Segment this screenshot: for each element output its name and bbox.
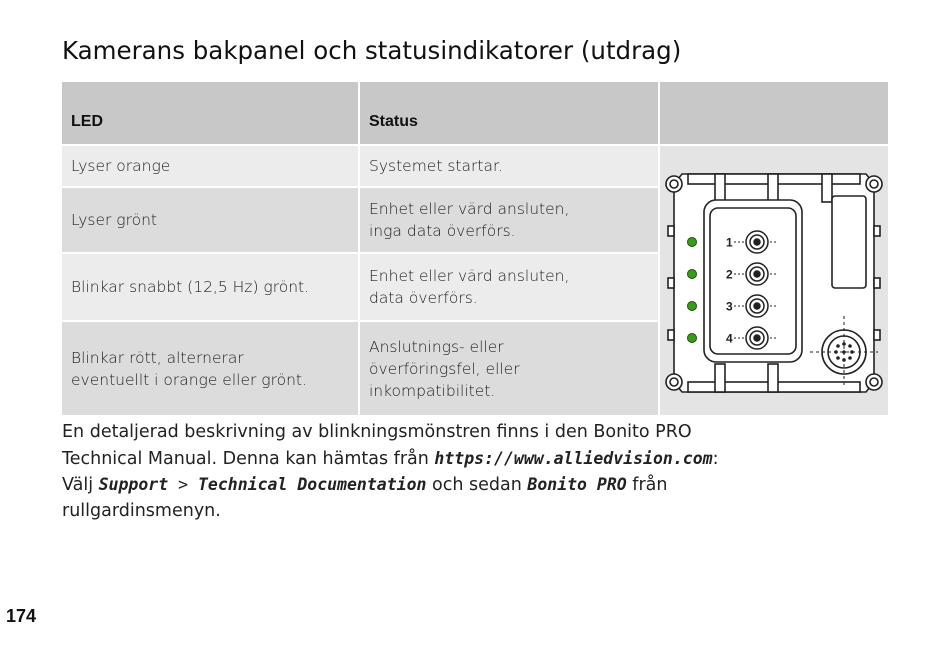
bnc-port-4-ring-2 (754, 335, 760, 341)
header-status-label: Status (369, 113, 418, 130)
camera-back-panel-diagram (660, 146, 888, 415)
table-cell-status (360, 254, 658, 320)
table-cell-led (62, 254, 358, 320)
led-text: Blinkar snabbt (12,5 Hz) grönt. (71, 278, 310, 296)
table-cell-status (360, 188, 658, 252)
header-led (62, 82, 358, 144)
bnc-port-2-ring-2 (754, 271, 760, 277)
bnc-port-3-ring-2 (754, 303, 760, 309)
menu-separator: > (168, 475, 198, 494)
camera-back-panel-image (660, 146, 888, 415)
header-image (660, 82, 888, 144)
status-text: överföringsfel, eller (369, 359, 520, 378)
note-text: En detaljerad beskrivning av blinkningsmönstren finns i den Bonito PRO (62, 422, 692, 442)
status-led-1 (688, 238, 697, 247)
note-paragraph (62, 420, 892, 524)
status-text: Anslutnings- eller (369, 337, 504, 356)
note-text: från (626, 475, 668, 495)
port-label-4: 4 (726, 331, 733, 346)
status-table (62, 82, 888, 415)
status-led-4 (688, 334, 697, 343)
table-cell-status (360, 146, 658, 186)
note-text: rullgardinsmenyn. (62, 500, 221, 521)
led-text: Lyser grönt (71, 211, 158, 229)
status-led-2 (688, 270, 697, 279)
status-text: inkompatibilitet. (369, 381, 496, 400)
status-text: Systemet startar. (369, 157, 503, 175)
product-name: Bonito PRO (527, 475, 627, 494)
bnc-port-1-ring-2 (754, 239, 760, 245)
port-label-1: 1 (726, 235, 733, 250)
table-cell-led (62, 146, 358, 186)
note-text: : (712, 448, 719, 469)
port-label-2: 2 (726, 267, 733, 282)
page-title: Kamerans bakpanel och statusindikatorer (utdrag) (62, 36, 682, 65)
status-led-3 (688, 302, 697, 311)
table-cell-status (360, 322, 658, 415)
note-text: och sedan (426, 475, 528, 495)
status-text: data överförs. (369, 289, 478, 307)
note-text: Technical Manual. Denna kan hämtas från (62, 448, 435, 469)
led-text: eventuellt i orange eller grönt. (71, 370, 307, 389)
table-cell-led (62, 188, 358, 252)
header-led-label: LED (71, 113, 103, 130)
note-text: Välj (62, 475, 99, 495)
table-cell-led (62, 322, 358, 415)
menu-path-technical-documentation: Technical Documentation (197, 475, 427, 494)
status-text: inga data överförs. (369, 222, 516, 240)
menu-path-support: Support (98, 475, 169, 494)
led-text: Lyser orange (71, 157, 171, 175)
led-text: Blinkar rött, alternerar (71, 348, 244, 367)
port-label-3: 3 (726, 299, 733, 314)
page-number: 174 (6, 606, 37, 626)
header-status (360, 82, 658, 144)
allied-vision-link[interactable]: https://www.alliedvision.com (434, 448, 713, 468)
status-text: Enhet eller värd ansluten, (369, 200, 570, 218)
status-text: Enhet eller värd ansluten, (369, 267, 570, 285)
